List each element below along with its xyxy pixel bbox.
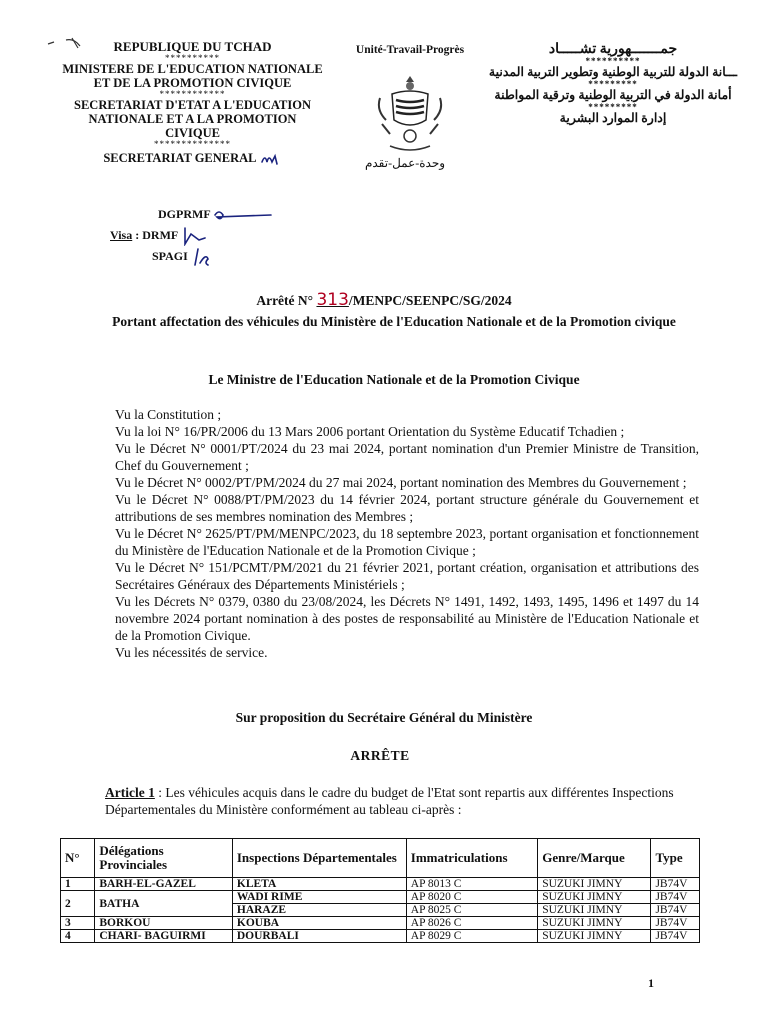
minister-heading: Le Ministre de l'Education Nationale et de la Promotion Civique (208, 372, 580, 387)
cell-brand: SUZUKI JIMNY (538, 917, 651, 930)
cell-type: JB74V (651, 917, 700, 930)
header-right-arabic (478, 42, 748, 126)
col-header-type: Type (651, 839, 700, 878)
separator: ********** (585, 56, 641, 66)
cell-registration: AP 8026 C (406, 917, 537, 930)
cell-type: JB74V (651, 878, 700, 891)
cell-delegation: CHARI- BAGUIRMI (95, 930, 233, 943)
visa-drmf: DRMF (142, 228, 178, 242)
republic-name: REPUBLIQUE DU TCHAD (113, 39, 272, 54)
table-row (61, 891, 700, 904)
page-number: 1 (648, 976, 654, 990)
cell-inspection: KLETA (232, 878, 406, 891)
cell-number: 3 (61, 917, 95, 930)
cell-registration: AP 8025 C (406, 904, 537, 917)
arrete-heading: ARRÊTE (350, 748, 410, 763)
motto: Unité-Travail-Progrès (355, 44, 465, 56)
separator: ********** (165, 53, 220, 63)
visa-item: Vu la Constitution ; (115, 407, 222, 422)
visa-item: Vu le Décret N° 151/PCMT/PM/2021 du 21 février 2021, portant création, organisation et attributions des Secrétaires Généraux des Départements Ministériels ; (115, 560, 699, 592)
visa-item: Vu le Décret N° 0002/PT/PM/2024 du 27 mai 2024, portant nomination des Membres du Gouvernement ; (115, 475, 687, 490)
visa-item: Vu les nécessités de service. (115, 645, 268, 660)
arrete-subject: Portant affectation des véhicules du Ministère de l'Education Nationale et de la Promotion civique (112, 314, 676, 329)
cell-brand: SUZUKI JIMNY (538, 878, 651, 891)
cell-brand: SUZUKI JIMNY (538, 904, 651, 917)
col-header-delegation: Délégations Provinciales (95, 839, 233, 878)
spagi-signature (191, 247, 213, 269)
visa-label: Visa (110, 228, 133, 242)
article-1 (105, 784, 680, 818)
cell-inspection: WADI RIME (232, 891, 406, 904)
initials-signature (260, 152, 282, 166)
visa-item: Vu la loi N° 16/PR/2006 du 13 Mars 2006 portant Orientation du Système Educatif Tchadien ; (115, 424, 625, 439)
cell-inspection: DOURBALI (232, 930, 406, 943)
ministry-line1: MINISTERE DE L'EDUCATION NATIONALE (62, 62, 323, 76)
header-left (60, 40, 325, 166)
col-header-inspection: Inspections Départementales (232, 839, 406, 878)
visa-item: Vu le Décret N° 2625/PT/PM/MENPC/2023, du 18 septembre 2023, portant organisation et fonctionnement du Ministère de l'Education Nationale et de la Promotion Civique ; (115, 526, 699, 558)
separator: ********* (588, 79, 638, 89)
article-1-label: Article 1 (105, 785, 155, 800)
cell-number: 4 (61, 930, 95, 943)
table-row (61, 917, 700, 930)
motto-arabic: وحدة-عمل-تقدم (364, 156, 446, 170)
secretariat-line1: SECRETARIAT D'ETAT A L'EDUCATION (74, 98, 311, 112)
cell-brand: SUZUKI JIMNY (538, 930, 651, 943)
cell-delegation: BARH-EL-GAZEL (95, 878, 233, 891)
secretariat-arabic: أمانة الدولة في التربية الوطنية وترقية المواطنة (494, 88, 732, 102)
arrete-prefix: Arrêté N° (256, 293, 314, 308)
visas-list (115, 406, 699, 661)
visa-item: Vu le Décret N° 0001/PT/2024 du 23 mai 2024, portant nomination d'un Premier Ministre de Transition, Chef du Gouvernement ; (115, 441, 699, 473)
ministry-arabic: ـــانة الدولة للتربية الوطنية وتطوير التربية المدنية (488, 65, 738, 79)
table-row (61, 878, 700, 891)
cell-delegation: BORKOU (95, 917, 233, 930)
separator: ************ (159, 89, 226, 99)
table-row (61, 930, 700, 943)
article-1-text: : Les véhicules acquis dans le cadre du budget de l'Etat sont repartis aux différentes Inspections Départementales du Ministère conformément au tableau ci-après : (105, 785, 674, 817)
visa-item: Vu les Décrets N° 0379, 0380 du 23/08/2024, les Décrets N° 1491, 1492, 1493, 1495, 1496 et 1497 du 14 novembre 2024 portant nomination à des postes de responsabilité au Ministère de l'Education Nationale et de la Promotion Civique. (115, 594, 699, 643)
ministry-line2: ET DE LA PROMOTION CIVIQUE (93, 76, 292, 90)
cell-registration: AP 8029 C (406, 930, 537, 943)
cell-registration: AP 8013 C (406, 878, 537, 891)
vehicle-allocation-table (60, 838, 700, 943)
cell-registration: AP 8020 C (406, 891, 537, 904)
republic-name-arabic: جمـــــــهورية تشـــــاد (548, 42, 678, 57)
hr-direction-arabic: إدارة الموارد البشرية (559, 111, 667, 125)
cell-delegation: BATHA (95, 891, 233, 917)
cell-inspection: KOUBA (232, 917, 406, 930)
secretariat-general: SECRETARIAT GENERAL (103, 151, 257, 165)
arrete-title (0, 290, 768, 310)
cell-number: 1 (61, 878, 95, 891)
drmf-signature (181, 226, 207, 246)
cell-type: JB74V (651, 904, 700, 917)
visa-block: DGPRMF Visa : DRMF SPAGI (110, 204, 273, 269)
arrete-suffix: /MENPC/SEENPC/SG/2024 (348, 293, 512, 308)
proposition-line: Sur proposition du Secrétaire Général du Ministère (235, 710, 533, 725)
visa-dgprmf: DGPRMF (158, 207, 211, 221)
col-header-number: N° (61, 839, 95, 878)
cell-number: 2 (61, 891, 95, 917)
arrete-number: 313 (316, 290, 349, 310)
visa-item: Vu le Décret N° 0088/PT/PM/2023 du 14 février 2024, portant structure générale du Gouvernement et attributions de ses membres nomination des Membres ; (115, 492, 699, 524)
visa-spagi: SPAGI (152, 249, 188, 264)
dgprmf-signature (213, 208, 273, 222)
cell-type: JB74V (651, 930, 700, 943)
cell-type: JB74V (651, 891, 700, 904)
cell-brand: SUZUKI JIMNY (538, 891, 651, 904)
col-header-brand: Genre/Marque (538, 839, 651, 878)
separator: ********* (588, 102, 638, 112)
separator: ************** (154, 139, 231, 149)
cell-inspection: HARAZE (232, 904, 406, 917)
coat-of-arms-icon (370, 68, 450, 158)
col-header-registration: Immatriculations (406, 839, 537, 878)
table-header-row (61, 839, 700, 878)
secretariat-line2: NATIONALE ET A LA PROMOTION CIVIQUE (88, 112, 297, 140)
